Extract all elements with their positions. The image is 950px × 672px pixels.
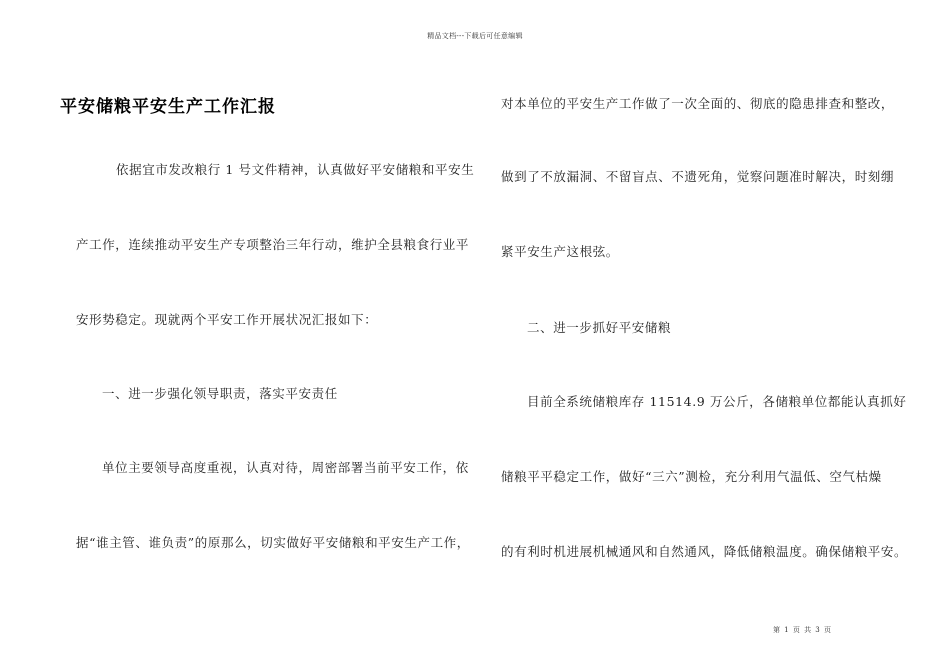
- section-heading-1: 一、进一步强化领导职责，落实平安责任: [102, 386, 338, 401]
- paragraph-3-line-3: 紧平安生产这根弦。: [501, 244, 619, 259]
- paragraph-2-line-2: 据“谁主管、谁负责”的原那么，切实做好平安储粮和平安生产工作，: [76, 535, 470, 550]
- section-heading-2: 二、进一步抓好平安储粮: [527, 320, 672, 335]
- paragraph-4-line-1: 目前全系统储粮库存 11514.9 万公斤，各储粮单位都能认真抓好: [527, 394, 907, 409]
- document-title: 平安储粮平安生产工作汇报: [60, 97, 276, 117]
- paragraph-1-line-3: 安形势稳定。现就两个平安工作开展状况汇报如下：: [76, 312, 378, 327]
- paragraph-2-line-1: 单位主要领导高度重视，认真对待，周密部署当前平安工作，依: [102, 460, 469, 475]
- paragraph-1-line-2: 产工作，连续推动平安生产专项整治三年行动，维护全县粮食行业平: [76, 237, 470, 252]
- paragraph-4-line-3: 的有利时机进展机械通风和自然通风，降低储粮温度。确保储粮平安。: [501, 544, 908, 559]
- paragraph-1-line-1: 依据宜市发改粮行 1 号文件精神，认真做好平安储粮和平安生: [116, 162, 475, 177]
- paragraph-3-line-1: 对本单位的平安生产工作做了一次全面的、彻底的隐患排查和整改，: [501, 96, 895, 111]
- page-header: 精品文档---下载后可任意编辑: [427, 32, 523, 40]
- paragraph-4-line-2: 储粮平平稳定工作，做好“三六”测检，充分利用气温低、空气枯燥: [501, 469, 882, 484]
- page-footer: 第 1 页 共 3 页: [772, 626, 832, 634]
- paragraph-3-line-2: 做到了不放漏洞、不留盲点、不遗死角，觉察问题准时解决，时刻绷: [501, 169, 895, 184]
